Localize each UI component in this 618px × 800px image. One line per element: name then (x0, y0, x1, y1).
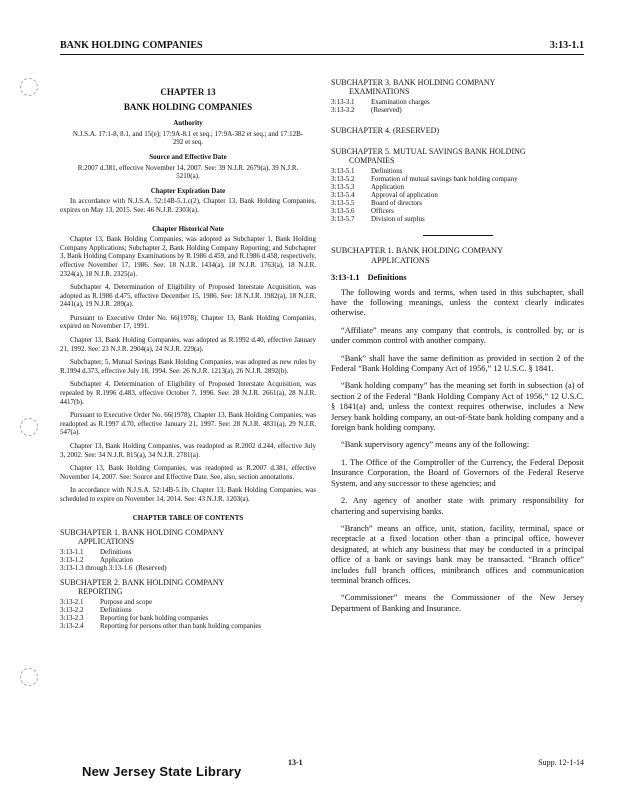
toc-number: 3:13-5.5 (331, 199, 355, 207)
body-paragraph: The following words and terms, when used in this subchapter, shall have the following meanings, unless the context clearly indicates otherwise. (331, 287, 584, 318)
toc-link[interactable]: Reporting for bank holding companies (100, 614, 209, 623)
toc-subchapter-line: REPORTING (78, 587, 123, 597)
punch-hole (20, 668, 38, 686)
chapter-title: BANK HOLDING COMPANIES (123, 101, 253, 112)
definition-commissioner: “Commissioner” means the Commissioner of the New Jersey Department of Banking and Insurance. (331, 593, 584, 613)
toc-subchapter-line: SUBCHAPTER 2. BANK HOLDING COMPANY (60, 578, 225, 588)
punch-hole (20, 418, 38, 436)
toc-row (60, 564, 316, 572)
toc-list (60, 598, 316, 630)
source-text: R.2007 d.381, effective November 14, 2007. See: 39 N.J.R. 2679(a), 39 N.J.R. 5210(a). (77, 163, 299, 181)
page-number: 13-1 (288, 758, 303, 767)
toc-row (331, 191, 584, 199)
toc-number: 3:13-1.3 through 3:13-1.6 (60, 564, 133, 573)
toc-label: (Reserved) (135, 564, 167, 573)
toc-number: 3:13-5.7 (331, 215, 355, 223)
definition-bank: “Bank” shall have the same definition as provided in section 2 of the Federal “Bank Holding Company Act of 1956,” 12 U.S.C. § 1841. (331, 353, 584, 374)
toc-number: 3:13-2.2 (60, 606, 84, 615)
toc-link[interactable]: Officers (371, 207, 394, 215)
toc-list (60, 548, 316, 572)
definition-bank-holding-company: “Bank holding company” has the meaning set forth in subsection (a) of section 2 of the Federal “Bank Holding Company Act of 1956,” 12 U.S.C. § 1841(a) and, unless the context requires otherwise, includes a New Jersey bank holding company, an out-of-State bank holding company and a foreign bank holding company. (331, 381, 584, 433)
toc-number: 3:13-5.4 (331, 191, 355, 199)
right-column (331, 78, 584, 621)
toc-number: 3:13-5.3 (331, 183, 355, 191)
toc-entry[interactable] (60, 564, 316, 572)
authority-text: N.J.S.A. 17:1-8, 8.1, and 15(e); 17:9A-8.1 et seq.; 17:9A-382 et seq.; and 17:12B-292 et seq. (72, 129, 304, 147)
toc-subchapter-title (60, 578, 316, 596)
history-notes (60, 235, 316, 503)
toc-number: 3:13-5.6 (331, 207, 355, 215)
chapter-number: CHAPTER 13 (160, 87, 216, 97)
toc-number: 3:13-3.1 (331, 98, 355, 106)
toc-subchapter-line: APPLICATIONS (78, 537, 135, 547)
toc-link[interactable]: Division of surplus (371, 215, 425, 223)
list-item: 1. The Office of the Comptroller of the Currency, the Federal Deposit Insurance Corporation, the Board of Governors of the Federal Reserve System, and any successor to these agencies; and (331, 457, 584, 488)
toc-link[interactable]: Examination charges (371, 98, 430, 106)
toc-number: 3:13-2.3 (60, 614, 84, 623)
header-title: BANK HOLDING COMPANIES (60, 40, 203, 51)
toc-subchapter-line: SUBCHAPTER 4. (RESERVED) (331, 126, 440, 135)
toc-subchapter-line: COMPANIES (349, 156, 395, 165)
toc-link[interactable]: Approval of application (371, 191, 438, 199)
toc-row (331, 207, 584, 215)
history-heading: Chapter Historical Note (152, 224, 224, 233)
toc-row (331, 167, 584, 175)
history-paragraph: Subchapter 4, Determination of Eligibility of Proposed Interstate Acquisition, was adopted as R.1986 d.475, effective December 15, 1986. See: 18 N.J.R. 1982(a), 18 N.J.R. 2441(a), 19 N.J.R. 289(a). (60, 283, 316, 309)
toc-row (60, 598, 316, 606)
section-heading (331, 274, 584, 283)
toc-row (60, 548, 316, 556)
punch-hole (20, 78, 38, 96)
section-name: Definitions (367, 273, 407, 282)
history-paragraph: Chapter 13, Bank Holding Companies, was readopted as R.2002 d.244, effective July 3, 2002. See: 34 N.J.R. 815(a), 34 N.J.R. 2781(a). (60, 442, 316, 459)
toc-subchapter-line: SUBCHAPTER 5. MUTUAL SAVINGS BANK HOLDING (331, 147, 526, 156)
toc-list (331, 98, 584, 114)
toc-number: 3:13-2.1 (60, 598, 84, 607)
section-body (331, 288, 584, 615)
expiration-text: In accordance with N.J.S.A. 52:14B-5.1.c(2), Chapter 13, Bank Holding Companies, expires on May 13, 2015. See: 46 N.J.R. 2303(a). (60, 197, 316, 214)
toc-list (331, 167, 584, 223)
supplement-date: Supp. 12-1-14 (538, 758, 584, 767)
toc-number: 3:13-5.2 (331, 175, 355, 183)
toc-number: 3:13-1.1 (60, 548, 84, 557)
history-paragraph: Chapter 13, Bank Holding Companies, was readopted as R.2007 d.381, effective November 14, 2007. See: Source and Effective Date. See, also, section annotations. (60, 464, 316, 481)
history-paragraph: In accordance with N.J.S.A. 52:14B-5.1b, Chapter 13, Bank Holding Companies, was scheduled to expire on November 14, 2014. See: 43 N.J.R. 1203(a). (60, 486, 316, 503)
toc-link[interactable]: Definitions (100, 606, 132, 615)
toc-number: 3:13-3.2 (331, 106, 355, 114)
toc-subchapter-title (60, 528, 316, 546)
body-subchapter-title (331, 246, 584, 266)
running-header (60, 38, 584, 55)
toc-row (60, 622, 316, 630)
section-divider (423, 235, 493, 236)
toc-link[interactable]: Definitions (371, 167, 403, 175)
history-paragraph: Pursuant to Executive Order No. 66(1978), Chapter 13, Bank Holding Companies, expired on November 17, 1991. (60, 313, 316, 331)
toc-subchapter-line: EXAMINATIONS (349, 87, 410, 96)
toc-subchapter-line: SUBCHAPTER 3. BANK HOLDING COMPANY (331, 78, 496, 87)
toc-row (60, 606, 316, 614)
toc-row (331, 215, 584, 223)
definition-bank-supervisory-agency: “Bank supervisory agency” means any of the following: (341, 440, 530, 450)
toc-link[interactable]: Application (371, 183, 405, 191)
toc-row (331, 199, 584, 207)
toc-subchapter-title (331, 126, 584, 135)
definition-affiliate: “Affiliate” means any company that controls, is controlled by, or is under common control with another company. (331, 325, 584, 346)
toc-subchapter-title (331, 147, 584, 165)
toc-number: 3:13-1.2 (60, 556, 84, 565)
definition-branch: “Branch” means an office, unit, station, facility, terminal, space or receptacle at a fixed location other than a principal office, however designated, at which any business that may be conducted in a principal office of a bank or savings bank may be transacted. “Branch office” includes full branch offices, minibranch offices and communication terminal branch offices. (331, 523, 584, 585)
toc-heading: CHAPTER TABLE OF CONTENTS (132, 513, 244, 522)
toc-row (60, 614, 316, 622)
body-subchapter-line: APPLICATIONS (371, 256, 430, 265)
toc-row (331, 98, 584, 106)
history-paragraph: Subchapter 4, Determination of Eligibility of Proposed Interstate Acquisition, was repealed by R.1996 d.483, effective October 7, 1996. See: 28 N.J.R. 2661(a), 28 N.J.R. 4417(b). (60, 380, 316, 406)
history-paragraph: Chapter 13, Bank Holding Companies, was adopted as Subchapter 1, Bank Holding Company Applications; Subchapter 2, Bank Holding Company Reporting; and Subchapter 3, Bank Holding Company Examinations by R.1986 d.459, and R.1986 d.458, respectively, effective November 17, 1986. See: 18 N.J.R. 1434(a), 18 N.J.R. 1763(a), 18 N.J.R. 2324(a), 18 N.J.R. 2325(a). (60, 235, 316, 278)
toc-row (331, 175, 584, 183)
source-heading: Source and Effective Date (149, 152, 227, 161)
authority-heading: Authority (173, 119, 203, 128)
toc-link[interactable]: Board of directors (371, 199, 422, 207)
toc-link[interactable]: Reporting for persons other than bank holding companies (100, 622, 262, 631)
list-item: 2. Any agency of another state with primary responsibility for chartering and supervising banks. (331, 496, 584, 516)
history-paragraph: Subchapter, 5, Mutual Savings Bank Holding Companies, was adopted as new rules by R.1994 d.373, effective July 18, 1994. See: 26 N.J.R. 1213(a), 26 N.J.R. 2892(b). (60, 358, 316, 375)
toc-link[interactable]: Application (100, 556, 134, 565)
left-column (60, 78, 316, 630)
toc-row (331, 183, 584, 191)
body-subchapter-line: SUBCHAPTER 1. BANK HOLDING COMPANY (331, 246, 504, 255)
toc-number: 3:13-5.1 (331, 167, 355, 175)
section-number: 3:13-1.1 (331, 273, 360, 282)
toc-row (60, 556, 316, 564)
toc-link[interactable]: Purpose and scope (100, 598, 153, 607)
toc-link[interactable]: (Reserved) (371, 106, 402, 114)
library-watermark: New Jersey State Library (82, 764, 242, 779)
header-section: 3:13-1.1 (549, 40, 584, 51)
expiration-heading: Chapter Expiration Date (150, 186, 226, 195)
toc-row (331, 106, 584, 114)
toc-subchapter-line: SUBCHAPTER 1. BANK HOLDING COMPANY (60, 528, 225, 538)
toc-subchapter-title (331, 78, 584, 96)
history-paragraph: Pursuant to Executive Order No. 66(1978), Chapter 13, Bank Holding Companies, was readopted as R.1997 d.70, effective January 21, 1997. See: 28 N.J.R. 4831(a), 29 N.J.R. 547(a). (60, 411, 316, 437)
toc-number: 3:13-2.4 (60, 622, 84, 631)
history-paragraph: Chapter 13, Bank Holding Companies, was adopted as R.1992 d.40, effective January 21, 1992. See: 23 N.J.R. 2904(a), 24 N.J.R. 229(a). (60, 336, 316, 353)
toc-link[interactable]: Formation of mutual savings bank holding company (371, 175, 518, 183)
toc-link[interactable]: Definitions (100, 548, 132, 557)
